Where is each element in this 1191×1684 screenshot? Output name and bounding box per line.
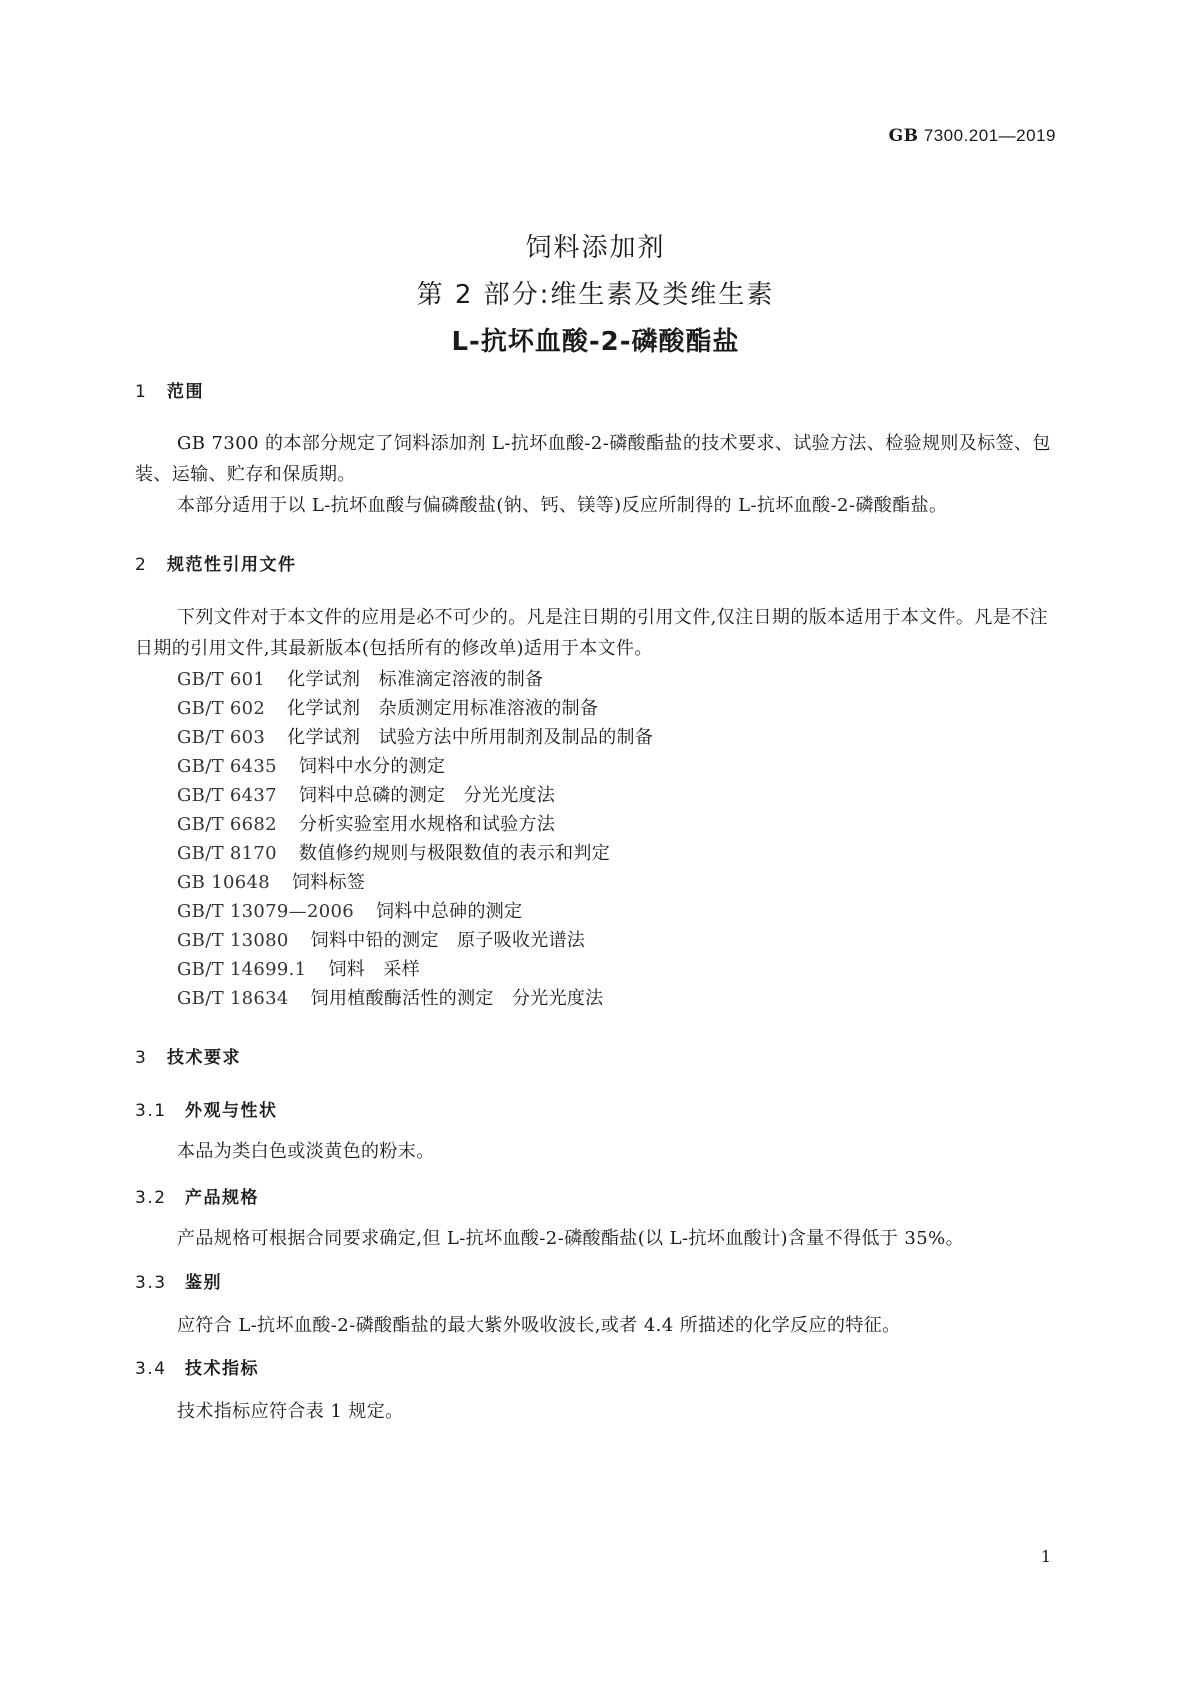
section-1-paragraph-1: GB 7300 的本部分规定了饲料添加剂 L-抗坏血酸-2-磷酸酯盐的技术要求、试验方法、检验规则及标签、包装、运输、贮存和保质期。: [135, 433, 1051, 485]
section-number: 1: [135, 382, 148, 402]
section-1-heading: [135, 377, 204, 402]
standard-number: 7300.201—2019: [923, 126, 1056, 145]
reference-item: GB/T 6435 饲料中水分的测定: [177, 756, 446, 777]
reference-item: GB/T 13080 饲料中铅的测定 原子吸收光谱法: [177, 930, 586, 951]
subsection-3-4-text: 技术指标应符合表 1 规定。: [177, 1401, 404, 1422]
reference-item: GB/T 6682 分析实验室用水规格和试验方法: [177, 814, 556, 835]
section-title: 技术要求: [167, 1048, 241, 1068]
reference-item: GB 10648 饲料标签: [177, 872, 366, 893]
reference-item: GB/T 14699.1 饲料 采样: [177, 959, 420, 980]
reference-item: GB/T 13079—2006 饲料中总砷的测定: [177, 901, 523, 922]
section-number: 3: [135, 1048, 148, 1068]
subsection-3-1-text: 本品为类白色或淡黄色的粉末。: [177, 1141, 435, 1162]
reference-item: GB/T 18634 饲用植酸酶活性的测定 分光光度法: [177, 988, 604, 1009]
reference-item: GB/T 601 化学试剂 标准滴定溶液的制备: [177, 669, 544, 690]
reference-item: GB/T 602 化学试剂 杂质测定用标准溶液的制备: [177, 698, 599, 719]
standard-code: [889, 126, 1056, 146]
section-1-paragraph-2: 本部分适用于以 L-抗坏血酸与偏磷酸盐(钠、钙、镁等)反应所制得的 L-抗坏血酸-2-磷酸酯盐。: [177, 495, 948, 516]
subsection-3-2-heading: 3.2 产品规格: [135, 1188, 259, 1208]
section-2-intro: 下列文件对于本文件的应用是必不可少的。凡是注日期的引用文件,仅注日期的版本适用于本文件。凡是不注日期的引用文件,其最新版本(包括所有的修改单)适用于本文件。: [135, 607, 1048, 659]
page-number: 1: [1040, 1547, 1051, 1566]
section-title: 范围: [167, 382, 204, 402]
reference-item: GB/T 603 化学试剂 试验方法中所用制剂及制品的制备: [177, 727, 654, 748]
document-title: [0, 225, 1191, 366]
subsection-3-3-heading: 3.3 鉴别: [135, 1273, 222, 1293]
section-number: 2: [135, 555, 148, 575]
title-line-3: L-抗坏血酸-2-磷酸酯盐: [451, 327, 740, 357]
subsection-3-2-text: 产品规格可根据合同要求确定,但 L-抗坏血酸-2-磷酸酯盐(以 L-抗坏血酸计)含量不得低于 35%。: [177, 1228, 965, 1249]
section-2-heading: [135, 550, 297, 575]
subsection-3-4-heading: 3.4 技术指标: [135, 1359, 259, 1379]
reference-item: GB/T 8170 数值修约规则与极限数值的表示和判定: [177, 843, 611, 864]
standard-prefix: GB: [888, 126, 919, 146]
reference-item: GB/T 6437 饲料中总磷的测定 分光光度法: [177, 785, 556, 806]
title-line-2: 第 2 部分:维生素及类维生素: [416, 280, 775, 310]
section-3-heading: [135, 1043, 241, 1068]
subsection-3-3-text: 应符合 L-抗坏血酸-2-磷酸酯盐的最大紫外吸收波长,或者 4.4 所描述的化学反应的特征。: [177, 1315, 901, 1336]
title-line-1: 饲料添加剂: [525, 233, 666, 263]
subsection-3-1-heading: 3.1 外观与性状: [135, 1101, 278, 1121]
section-title: 规范性引用文件: [167, 555, 297, 575]
